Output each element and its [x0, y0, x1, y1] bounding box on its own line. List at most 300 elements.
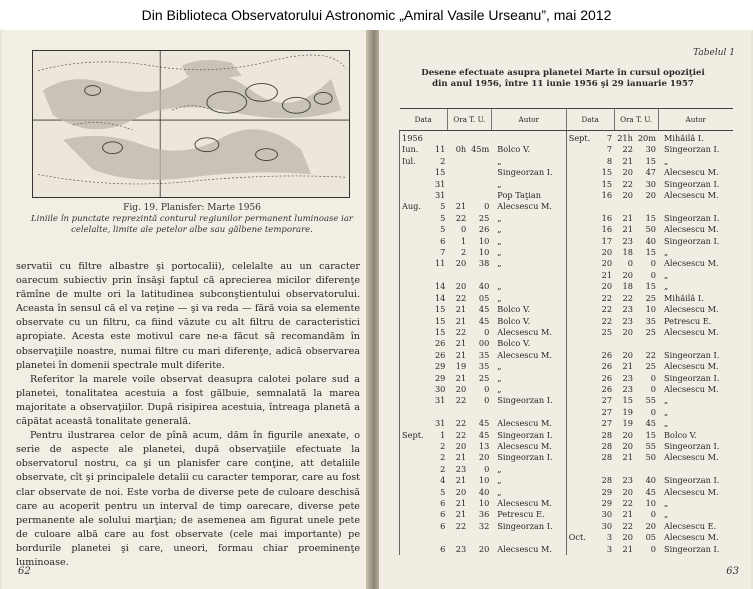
time-hour: 21 — [455, 372, 467, 383]
date-month — [566, 258, 595, 269]
time-hour: 23 — [622, 235, 633, 246]
date-month — [566, 430, 595, 441]
time-hour: 22 — [455, 418, 467, 429]
time-minute: 30 — [645, 144, 656, 155]
time-hour: 22 — [622, 292, 633, 303]
date-day: 27 — [601, 406, 613, 417]
time-minute: 32 — [478, 520, 490, 531]
date-day: 31 — [434, 190, 446, 201]
time-minute: 40 — [645, 235, 656, 246]
date-day: 2 — [440, 463, 446, 474]
time-hour: 22 — [455, 292, 467, 303]
time-minute: 20 — [645, 520, 656, 531]
date-day: 26 — [434, 338, 446, 349]
author: Singeorzan I. — [497, 395, 553, 406]
date-month — [566, 316, 595, 327]
date-month — [400, 224, 429, 235]
table-row — [400, 304, 734, 315]
author: Singeorzan I. — [664, 372, 720, 383]
time-minute: 35 — [478, 361, 490, 372]
date-day: 14 — [434, 281, 446, 292]
author: „ — [497, 212, 502, 223]
time-minute: 0 — [484, 395, 490, 406]
author: „ — [497, 235, 502, 246]
date-month — [400, 338, 429, 349]
time-minute: 47 — [645, 167, 656, 178]
date-day: 8 — [606, 155, 613, 166]
date-month — [400, 247, 429, 258]
date-day: 28 — [601, 452, 613, 463]
table-row — [400, 190, 734, 201]
time-hour: 20 — [455, 440, 467, 451]
author: Alecsescu M. — [664, 190, 719, 201]
figure-caption — [22, 203, 362, 236]
author: „ — [497, 281, 502, 292]
author: „ — [497, 486, 502, 497]
time-hour: 1 — [460, 235, 467, 246]
author — [491, 407, 566, 418]
date-month — [400, 236, 429, 247]
author: Bolco V. — [664, 429, 697, 440]
date-day: 14 — [434, 292, 446, 303]
time-hour — [447, 167, 468, 178]
date-month — [400, 395, 429, 406]
paragraph: Pentru ilustrarea celor de pînă acum, dăm în figurile anexate, o serie de aspecte ale planetei, după observaţiile efectuate la observatorul nostru, ca şi un planisfer care conţine, att detaliile observate, cît şi principalele detalii cu caracter temporar, care au fost clar observate de noi. Este vorba de diverse pete de culoare deschisă care au acoperit pentru un interval de timp oarecare, diverse pete permanente ale solului marţian; de asemenea am figurat unele pete de culoare albă care au fost observate (cele mai importante) pe bordurile planetei şi care, uneori, formau chiar proeminenţe luminoase. — [16, 430, 360, 568]
time-hour: 21 — [455, 315, 467, 326]
date-day: 2 — [440, 155, 446, 166]
date-month — [566, 304, 595, 315]
date-day: 15 — [601, 167, 613, 178]
date-day: 27 — [601, 418, 613, 429]
time-minute: 45 — [478, 418, 490, 429]
time-hour: 21h — [617, 133, 633, 143]
author: Alecsescu M. — [664, 486, 719, 497]
time-hour: 18 — [622, 247, 633, 258]
date-day: 29 — [434, 372, 446, 383]
author: Singeorzan I. — [664, 235, 720, 246]
date-day: 15 — [434, 315, 446, 326]
time-hour: 22 — [455, 212, 467, 223]
date-day: 5 — [440, 201, 446, 212]
date-day: 6 — [440, 509, 446, 520]
author: Alecsescu M. — [664, 361, 719, 372]
time-minute: 10 — [478, 235, 490, 246]
time-hour: 0h — [455, 144, 467, 155]
date-day: 6 — [440, 520, 446, 531]
author: „ — [497, 258, 502, 269]
table-row — [400, 384, 734, 395]
table-row — [400, 236, 734, 247]
time-minute: 0 — [650, 543, 656, 554]
header-author: Autor — [658, 109, 733, 131]
author: Singeorzan I. — [664, 440, 720, 451]
time-minute — [635, 338, 658, 349]
time-minute: 45 — [478, 429, 490, 440]
time-minute: 10 — [645, 498, 656, 508]
author: Bolco V. — [497, 338, 531, 349]
date-day: 5 — [440, 224, 446, 235]
table-title-line: Desene efectuate asupra planetei Marte în cursul opoziţiei — [421, 68, 705, 78]
time-minute: 0 — [650, 406, 656, 417]
date-month — [566, 395, 595, 406]
table-row — [400, 373, 734, 384]
time-hour: 20 — [622, 190, 633, 201]
table-row — [400, 281, 734, 292]
date-month — [400, 509, 429, 520]
date-month — [566, 270, 595, 281]
table-label: Tabelul 1 — [693, 48, 735, 58]
date-day: 31 — [434, 178, 446, 189]
date-day: 25 — [601, 326, 613, 337]
time-hour: 20 — [622, 532, 633, 543]
author: „ — [497, 383, 502, 394]
author: Singeorzan I. — [664, 212, 720, 223]
author: Alecsescu M. — [664, 224, 719, 235]
date-month — [566, 224, 595, 235]
time-minute: 15 — [645, 247, 656, 258]
table-row — [400, 464, 734, 475]
date-day: 29 — [434, 361, 446, 372]
author: Alecsescu M. — [664, 167, 719, 178]
planisphere-drawing — [33, 51, 349, 197]
date-day — [595, 338, 614, 349]
header-time: Ora T. U. — [614, 109, 658, 131]
time-minute: 10 — [478, 498, 490, 508]
time-minute: 45 — [478, 315, 490, 326]
time-minute: 22 — [645, 349, 656, 360]
table-row — [400, 224, 734, 235]
date-day: 7 — [606, 133, 613, 143]
author — [658, 464, 733, 475]
author: Alecsescu M. — [497, 326, 552, 337]
time-minute: 26 — [478, 224, 490, 235]
date-month — [400, 270, 429, 281]
time-minute — [468, 270, 491, 281]
date-day: 5 — [440, 212, 446, 223]
date-month — [400, 475, 429, 486]
date-day: 2 — [440, 452, 446, 463]
author: Alecsescu M. — [497, 498, 552, 508]
author — [658, 201, 733, 212]
author: Alecsescu M. — [664, 532, 719, 543]
time-hour — [614, 201, 635, 212]
table-row — [400, 144, 734, 155]
time-minute: 10 — [478, 475, 490, 486]
time-hour — [447, 156, 468, 167]
time-hour: 23 — [455, 543, 467, 554]
time-hour: 20 — [622, 269, 633, 280]
date-day: 26 — [601, 361, 613, 372]
date-day: 21 — [601, 269, 613, 280]
table-title-line: din anul 1956, între 11 iunie 1956 şi 29 ianuarie 1957 — [432, 79, 694, 89]
date-month — [400, 521, 429, 532]
author: Alecsescu M. — [497, 440, 552, 451]
date-month: Sept. — [400, 430, 429, 441]
time-minute — [468, 167, 491, 178]
table-row — [400, 293, 734, 304]
date-day: 3 — [606, 543, 613, 554]
time-hour: 21 — [622, 212, 633, 223]
table-row — [400, 338, 734, 349]
time-hour: 21 — [622, 509, 633, 520]
author: „ — [664, 395, 669, 406]
date-month — [566, 373, 595, 384]
time-minute: 15 — [645, 212, 656, 223]
time-hour: 21 — [455, 304, 467, 315]
date-month — [566, 475, 595, 486]
author — [658, 338, 733, 349]
table-row — [400, 407, 734, 418]
date-day: 27 — [601, 395, 613, 406]
time-hour: 15 — [622, 395, 633, 406]
date-month — [400, 407, 429, 418]
date-day: 28 — [601, 429, 613, 440]
time-hour: 19 — [622, 406, 633, 417]
time-minute: 0 — [650, 383, 656, 394]
time-minute: 45 — [645, 418, 656, 429]
date-day: 1 — [440, 429, 446, 440]
time-minute: 0 — [484, 463, 490, 474]
time-hour — [447, 407, 468, 418]
author — [491, 270, 566, 281]
date-month — [400, 452, 429, 463]
time-hour — [614, 338, 635, 349]
date-day: 5 — [440, 486, 446, 497]
author: Alecsescu E. — [664, 520, 717, 531]
author: Alecsescu M. — [664, 452, 719, 463]
date-month — [566, 179, 595, 190]
time-minute: 25 — [645, 326, 656, 337]
book-spread — [0, 30, 753, 589]
time-minute: 20m — [637, 133, 656, 143]
author: „ — [664, 418, 669, 429]
date-day: 3 — [606, 532, 613, 543]
time-hour: 0 — [460, 224, 467, 235]
table-row — [400, 167, 734, 178]
author: Singeorzan I. — [664, 349, 720, 360]
author: Mihăilă I. — [664, 292, 704, 303]
time-minute: 0 — [484, 383, 490, 394]
author: „ — [497, 224, 502, 235]
date-month — [566, 544, 595, 555]
author: Singeorzan I. — [664, 144, 720, 155]
table-row — [400, 452, 734, 463]
date-month — [566, 338, 595, 349]
library-banner: Din Biblioteca Observatorului Astronomic „Amiral Vasile Urseanu”, mai 2012 — [0, 0, 753, 30]
date-month — [566, 327, 595, 338]
author: Singeorzan I. — [497, 452, 553, 463]
date-day: 6 — [440, 543, 446, 554]
table-row — [400, 131, 734, 145]
table-row — [400, 532, 734, 543]
time-hour — [447, 190, 468, 201]
date-month — [566, 201, 595, 212]
date-day: 6 — [440, 498, 446, 508]
time-hour — [447, 270, 468, 281]
author: Alecsescu M. — [497, 349, 552, 360]
date-month — [566, 509, 595, 520]
time-hour: 20 — [455, 281, 467, 292]
date-day: 15 — [434, 304, 446, 315]
time-hour: 23 — [455, 463, 467, 474]
author: Alecsescu M. — [497, 543, 552, 554]
date-month: Iun. — [400, 144, 429, 155]
date-month — [400, 179, 429, 190]
date-day: 31 — [434, 395, 446, 406]
date-day: 6 — [440, 235, 446, 246]
time-minute: 05 — [478, 292, 490, 303]
table-row — [400, 487, 734, 498]
date-day: 17 — [601, 235, 613, 246]
time-hour: 22 — [622, 178, 633, 189]
time-minute: 20 — [478, 452, 490, 463]
left-page — [2, 30, 370, 589]
date-day: 30 — [434, 383, 446, 394]
date-month — [400, 293, 429, 304]
time-minute: 15 — [645, 155, 656, 166]
time-minute — [468, 532, 491, 543]
author: „ — [497, 292, 502, 303]
time-hour: 22 — [455, 429, 467, 440]
time-minute: 15 — [645, 429, 656, 440]
author: „ — [664, 281, 669, 292]
date-day: 22 — [601, 304, 613, 315]
time-hour: 20 — [622, 326, 633, 337]
time-hour: 20 — [622, 440, 633, 451]
date-day — [429, 407, 448, 418]
date-day: 22 — [601, 292, 613, 303]
author: „ — [497, 475, 502, 486]
date-day: 22 — [601, 315, 613, 326]
time-minute: 15 — [645, 281, 656, 292]
table-row — [400, 544, 734, 555]
table-row — [400, 327, 734, 338]
time-hour — [614, 464, 635, 475]
time-hour: 21 — [455, 498, 467, 508]
date-day: 29 — [601, 486, 613, 497]
time-hour: 19 — [455, 361, 467, 372]
time-minute: 50 — [645, 224, 656, 235]
paragraph: servatii cu filtre albastre şi portocalii), celelalte au un caracter oarecum subiectiv prin însăşi faptul că aprecierea micilor diferenţe rămîne de multe ori la latitudinea subconştientului observatorului. Aceasta în sensul că el va reţine — şi va reda — fără voia sa elemente observate cu un filtru, ca fiind văzute cu alt filtru de caracteristici apropiate. Acesta este motivul care ne-a făcut să recomandăm în observaţiile noastre, numai filtre cu mari diferenţe, adică observarea planetei în domenii spectrale mult diferite. — [16, 261, 360, 371]
date-day: 7 — [440, 247, 446, 258]
page-number: 62 — [18, 566, 31, 577]
author: „ — [497, 155, 502, 166]
date-month — [400, 258, 429, 269]
table-row — [400, 156, 734, 167]
time-hour: 23 — [622, 304, 633, 315]
date-month — [400, 213, 429, 224]
date-month — [400, 327, 429, 338]
time-hour: 23 — [622, 475, 633, 486]
date-month — [566, 487, 595, 498]
date-day: 28 — [601, 440, 613, 451]
time-minute: 0 — [650, 258, 656, 269]
time-hour: 21 — [622, 452, 633, 463]
date-month: Aug. — [400, 201, 429, 212]
date-month — [400, 544, 429, 555]
date-month: 1956 — [400, 131, 429, 145]
author: Singeorzan I. — [664, 475, 720, 486]
time-hour: 21 — [455, 201, 467, 212]
page-number: 63 — [726, 566, 739, 577]
time-minute — [468, 131, 491, 145]
author: Alecsescu M. — [497, 201, 552, 212]
date-month — [566, 144, 595, 155]
time-minute: 25 — [478, 212, 490, 223]
time-hour: 22 — [622, 520, 633, 531]
time-hour: 20 — [455, 486, 467, 497]
date-month — [400, 418, 429, 429]
time-minute: 25 — [478, 372, 490, 383]
date-day: 26 — [601, 372, 613, 383]
figure-title: Fig. 19. Planisfer: Marte 1956 — [123, 203, 261, 213]
time-minute: 30 — [645, 178, 656, 189]
date-month — [400, 304, 429, 315]
table-row — [400, 213, 734, 224]
header-date: Data — [566, 109, 614, 131]
table-header-row — [400, 109, 734, 131]
time-minute: 13 — [478, 440, 490, 451]
date-month — [566, 441, 595, 452]
figure-description: Liniile în punctate reprezintă conturul regiunilor permanent luminoase iar celelalte, limite ale petelor albe sau gălbene temporare. — [31, 214, 353, 235]
time-hour: 21 — [455, 349, 467, 360]
table-row — [400, 201, 734, 212]
date-month: Iul. — [400, 156, 429, 167]
time-minute: 35 — [645, 315, 656, 326]
time-hour — [447, 131, 468, 145]
date-day: 2 — [440, 440, 446, 451]
time-hour: 19 — [622, 418, 633, 429]
date-day: 29 — [601, 498, 613, 508]
author: Singeorzan I. — [497, 429, 553, 440]
time-hour: 18 — [622, 281, 633, 292]
author: Petrescu E. — [497, 509, 545, 520]
table-row — [400, 270, 734, 281]
date-day — [429, 131, 448, 145]
date-day: 20 — [601, 281, 613, 292]
right-page — [379, 30, 751, 589]
date-day: 15 — [601, 178, 613, 189]
date-month — [400, 384, 429, 395]
time-hour: 23 — [622, 383, 633, 394]
date-month — [400, 361, 429, 372]
author: „ — [664, 269, 669, 280]
date-day — [429, 270, 448, 281]
table-row — [400, 247, 734, 258]
date-day: 26 — [434, 349, 446, 360]
time-hour — [447, 532, 468, 543]
table-row — [400, 361, 734, 372]
time-minute: 05 — [645, 532, 656, 543]
date-month — [400, 487, 429, 498]
table-title — [413, 68, 713, 90]
author: Bolco V. — [497, 144, 531, 155]
time-minute — [468, 190, 491, 201]
table-row — [400, 441, 734, 452]
header-author: Autor — [491, 109, 566, 131]
author: Petrescu E. — [664, 315, 712, 326]
time-minute: 35 — [478, 349, 490, 360]
date-day: 7 — [606, 144, 613, 155]
date-day: 26 — [601, 349, 613, 360]
time-hour: 21 — [455, 452, 467, 463]
time-hour: 22 — [622, 144, 633, 155]
date-month — [400, 464, 429, 475]
time-minute: 45 — [645, 486, 656, 497]
time-hour: 0 — [627, 258, 633, 269]
date-month — [566, 293, 595, 304]
date-month: Oct. — [566, 532, 595, 543]
